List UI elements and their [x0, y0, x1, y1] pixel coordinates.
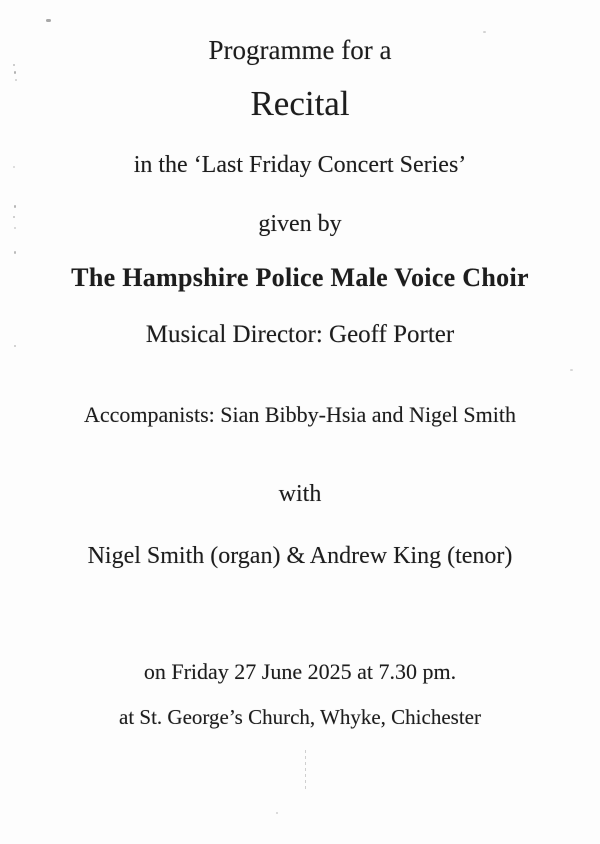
date-time-line: on Friday 27 June 2025 at 7.30 pm. — [143, 659, 457, 684]
scan-speck — [14, 345, 16, 347]
soloists-line: Nigel Smith (organ) & Andrew King (tenor) — [87, 543, 513, 569]
scan-speck — [13, 216, 15, 218]
concert-series-line: in the ‘Last Friday Concert Series’ — [133, 152, 467, 178]
scan-speck — [570, 369, 573, 371]
recital-title: Recital — [250, 84, 350, 123]
musical-director-line: Musical Director: Geoff Porter — [145, 321, 455, 348]
scan-speck — [483, 31, 486, 33]
programme-intro-line: Programme for a — [208, 35, 392, 65]
accompanists-line: Accompanists: Sian Bibby-Hsia and Nigel Smith — [83, 402, 517, 427]
scan-speck — [14, 251, 16, 254]
venue-line: at St. George’s Church, Whyke, Chichester — [119, 705, 481, 729]
scan-speck — [13, 166, 15, 168]
with-line: with — [278, 481, 322, 507]
scan-speck — [14, 205, 16, 208]
scan-speck — [15, 79, 17, 81]
scan-speck — [46, 19, 51, 22]
given-by-line: given by — [258, 211, 342, 237]
scan-speck — [276, 812, 278, 814]
scan-line-artifact — [305, 750, 306, 792]
scan-speck — [13, 64, 15, 66]
choir-name-heading: The Hampshire Police Male Voice Choir — [71, 263, 529, 292]
scan-speck — [14, 71, 16, 74]
scan-speck — [14, 227, 16, 229]
